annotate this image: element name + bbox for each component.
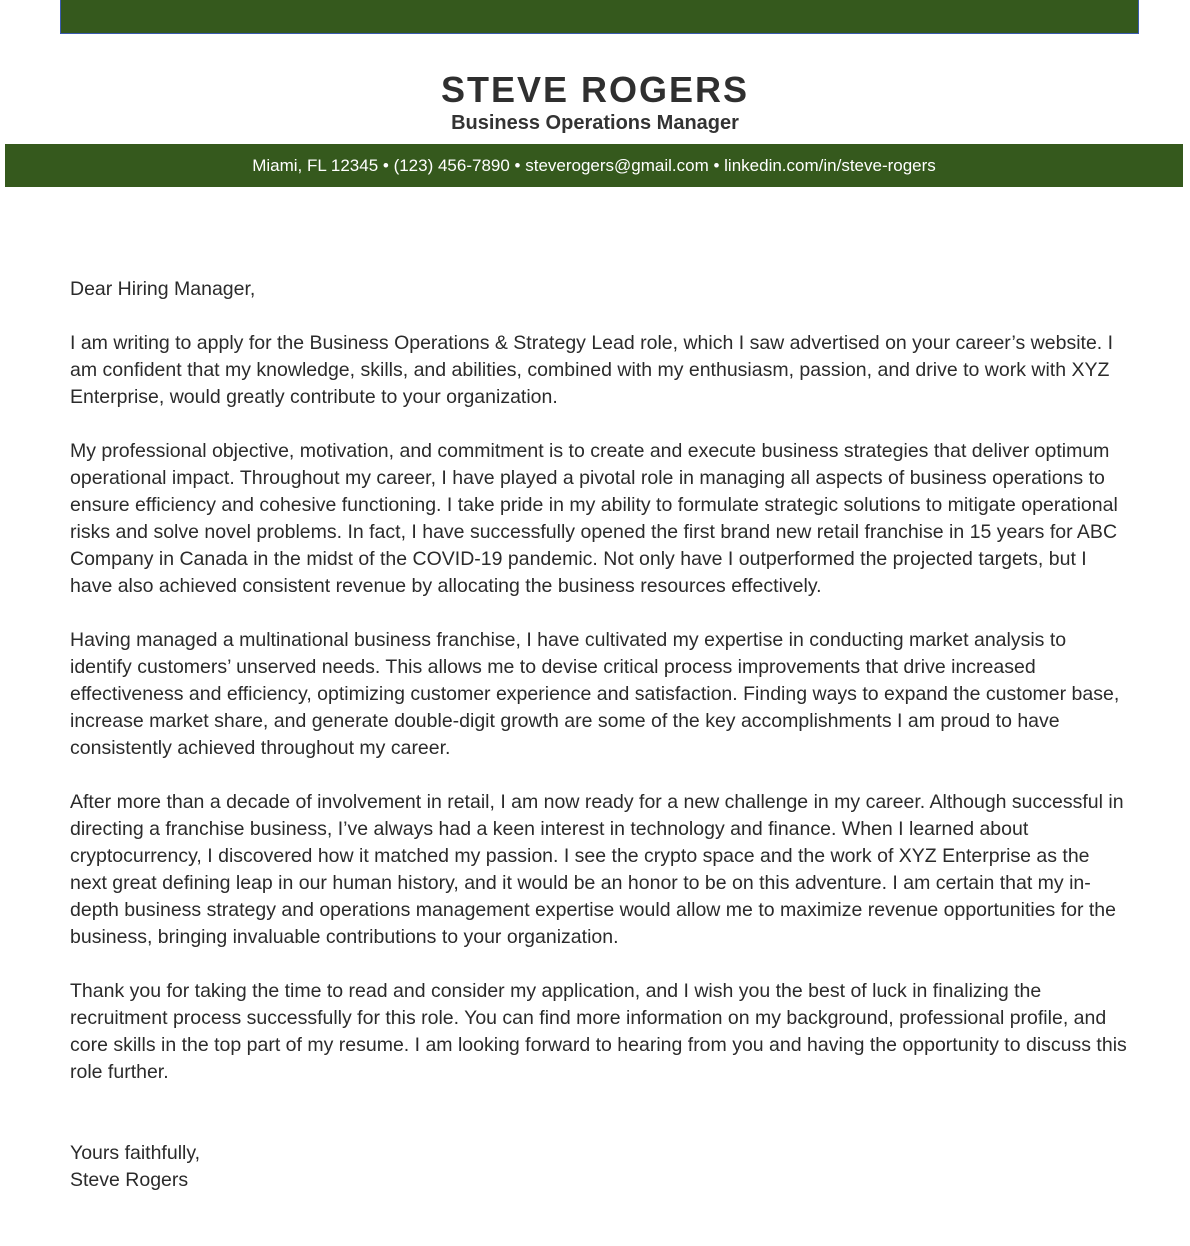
letter-paragraph-5: Thank you for taking the time to read and consider my application, and I wish you the best of luck in finalizing the recruitment process successfully for this role. You can find more information on my background, professional profile, and core skills in the top part of my resume. I am looking forward to hearing from you and having the opportunity to discuss this role further. [70,980,1127,1083]
signature: Steve Rogers [70,1169,189,1191]
letter-paragraph-1: I am writing to apply for the Business Operations & Strategy Lead role, which I saw advertised on your career’s website. I am confident that my knowledge, skills, and abilities, combined with my enthusiasm, passion, and drive to work with XYZ Enterprise, would greatly contribute to your organization. [70,332,1114,408]
letter-paragraph-3: Having managed a multinational business franchise, I have cultivated my expertise in conducting market analysis to identify customers’ unserved needs. This allows me to devise critical process improvements that drive increased effectiveness and efficiency, optimizing customer experience and satisfaction. Finding ways to expand the customer base, increase market share, and generate double-digit growth are some of the key accomplishments I am proud to have consistently achieved throughout my career. [70,629,1120,759]
applicant-job-title: Business Operations Manager [451,112,739,134]
letter-paragraph-4: After more than a decade of involvement in retail, I am now ready for a new challenge in my career. Although successful in directing a franchise business, I’ve always had a keen interest in technology and finance. When I learned about cryptocurrency, I discovered how it matched my passion. I see the crypto space and the work of XYZ Enterprise as the next great defining leap in our human history, and it would be an honor to be on this adventure. I am certain that my in-depth business strategy and operations management expertise would allow me to maximize revenue opportunities for the business, bringing invaluable contributions to your organization. [70,791,1124,948]
letter-body [70,276,1130,1194]
contact-bar [5,144,1183,187]
contact-info: Miami, FL 12345 • (123) 456-7890 • steverogers@gmail.com • linkedin.com/in/steve-rogers [252,156,936,175]
closing: Yours faithfully, [70,1142,201,1164]
applicant-name: STEVE ROGERS [440,69,750,110]
letter-paragraph-2: My professional objective, motivation, and commitment is to create and execute business strategies that deliver optimum operational impact. Throughout my career, I have played a pivotal role in managing all aspects of business operations to ensure efficiency and cohesive functioning. I take pride in my ability to formulate strategic solutions to mitigate operational risks and solve novel problems. In fact, I have successfully opened the first brand new retail franchise in 15 years for ABC Company in Canada in the midst of the COVID-19 pandemic. Not only have I outperformed the projected targets, but I have also achieved consistent revenue by allocating the business resources effectively. [70,440,1118,597]
header-top-bar [60,0,1139,34]
salutation: Dear Hiring Manager, [70,278,256,300]
